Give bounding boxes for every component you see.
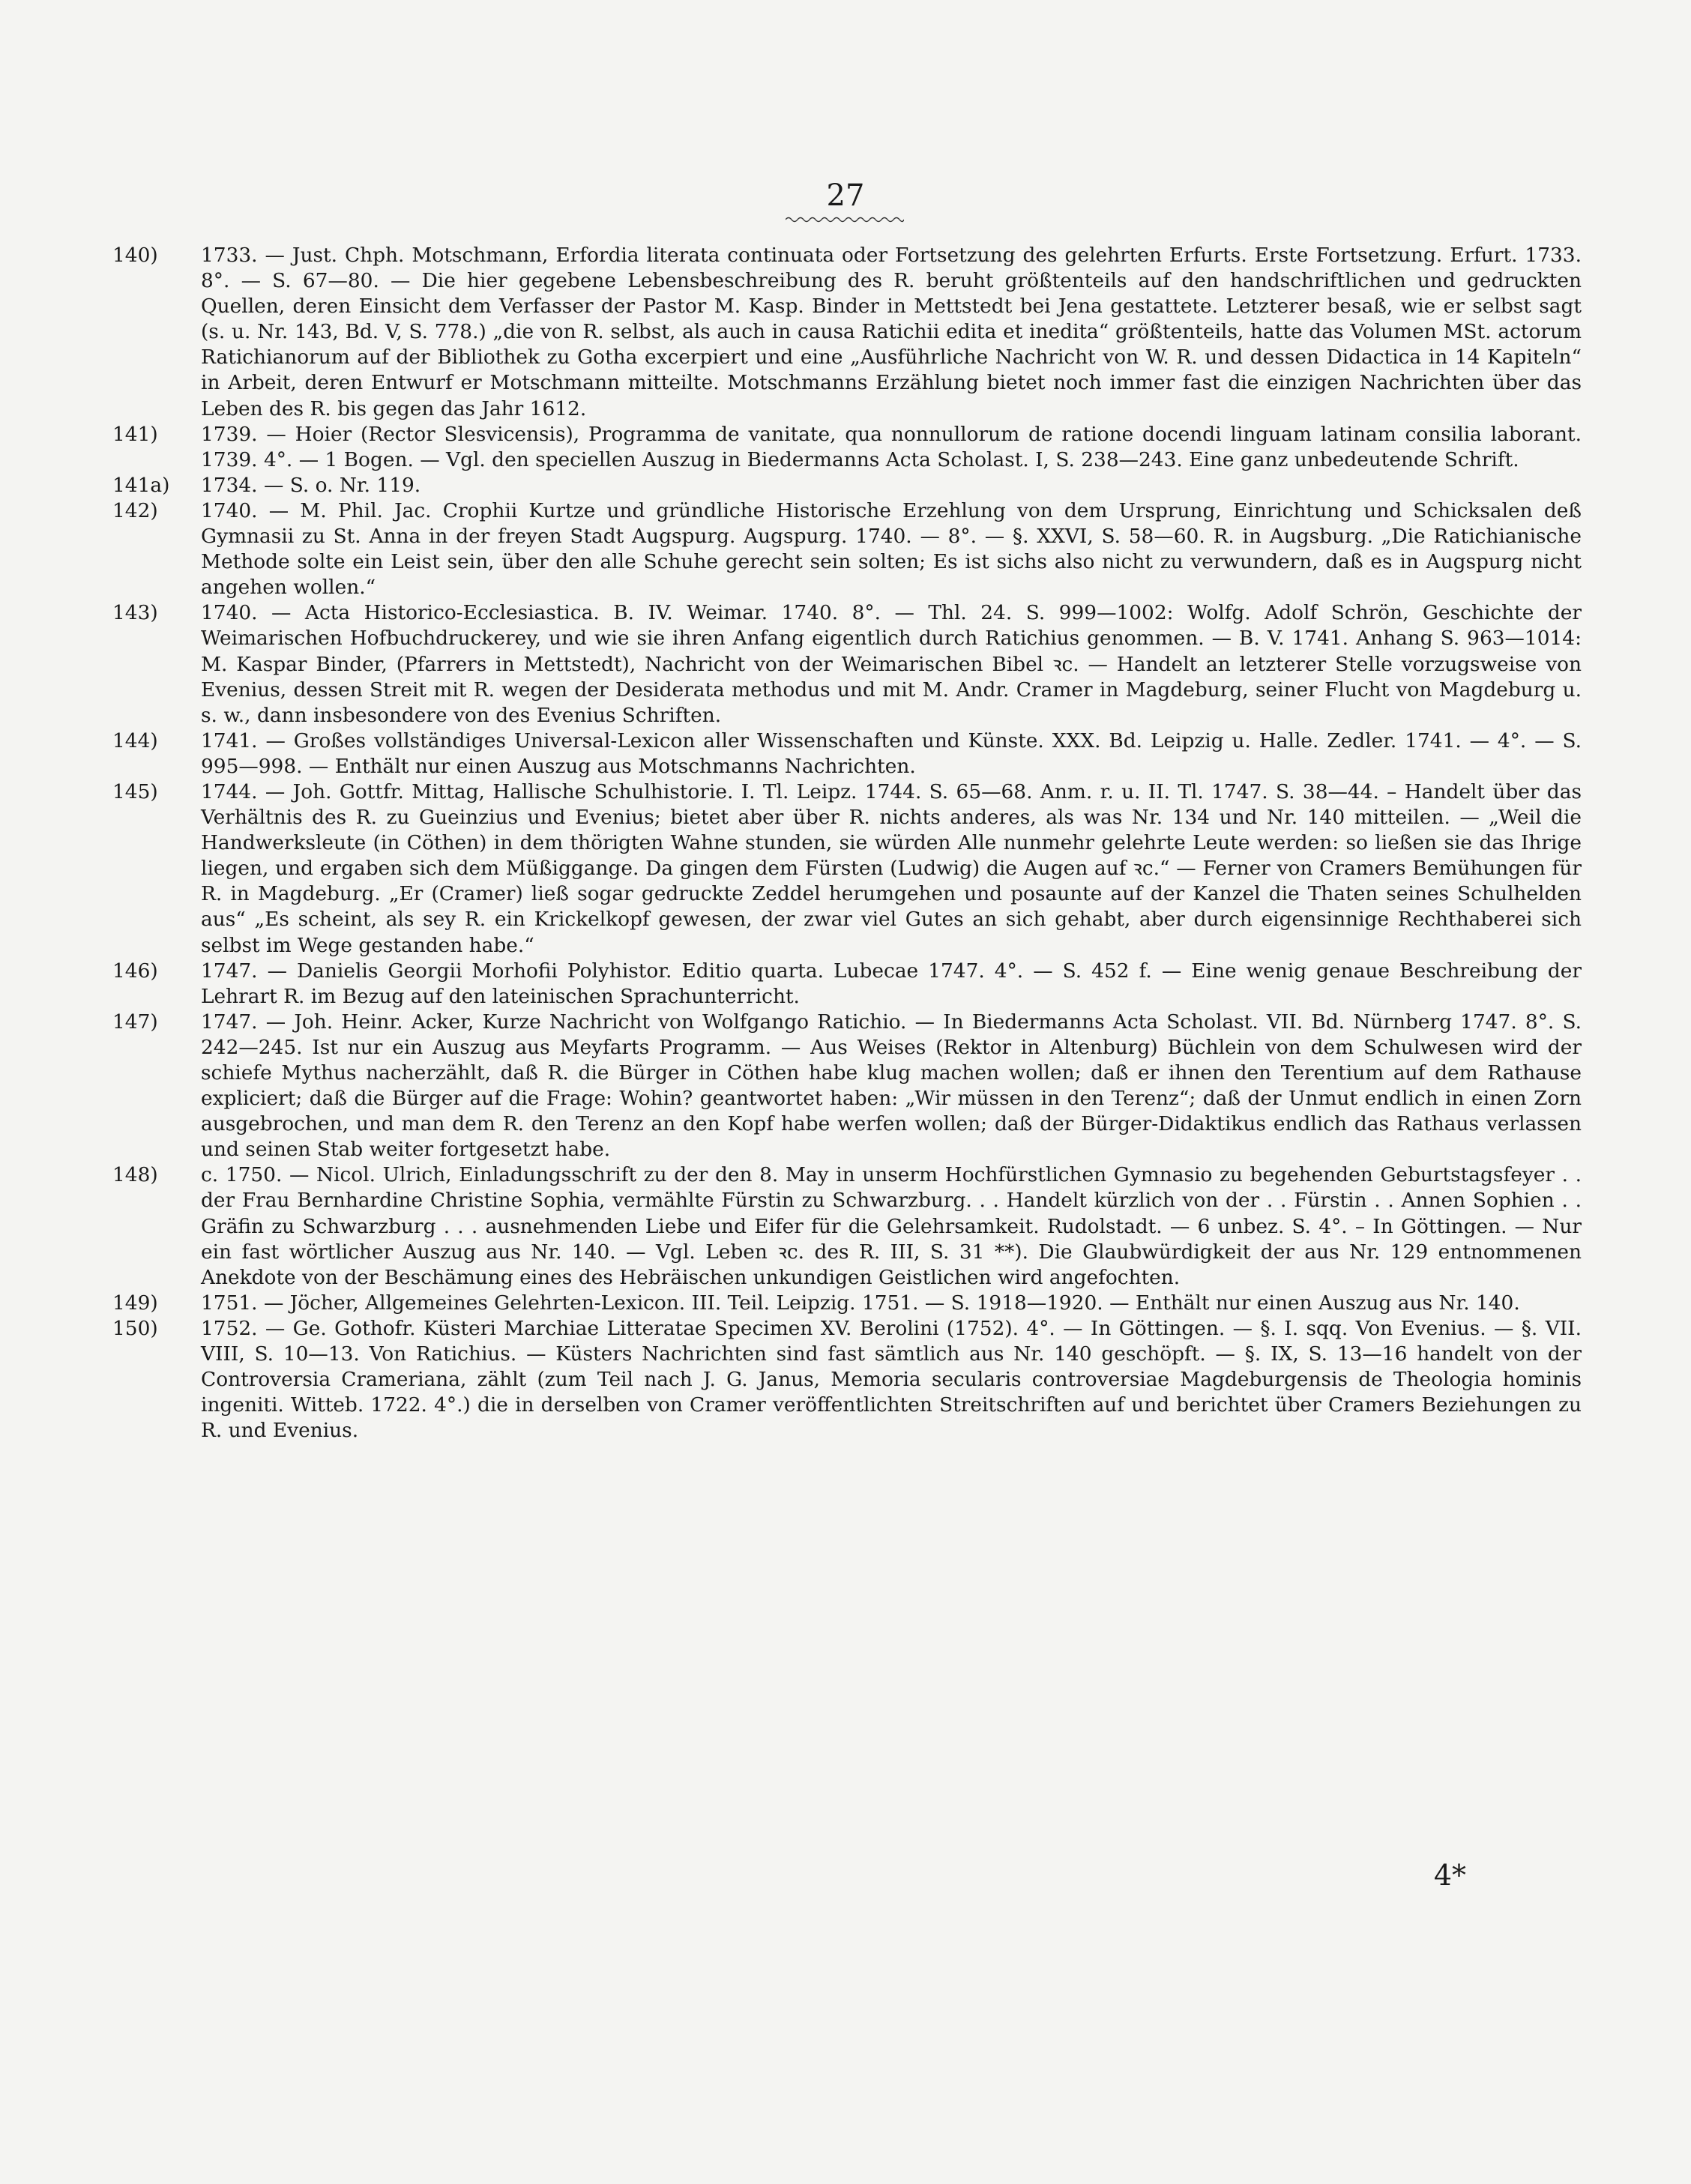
entry-text: 1740. — Acta Historico-Ecclesiastica. B. IV. Weimar. 1740. 8°. — Thl. 24. S. 999—1002: Wolfg. Adolf Schrön, Geschichte der Weimarischen Hofbuchdruckerey, und wie sie ihren Anfang eigentlich durch Ratichius genommen. — B. V. 1741. Anhang S. 963—1014: M. Kaspar Binder, (Pfarrers in Mettstedt), Nachricht von der Weimarischen Bibel ꝛc. — Handelt an letzterer Stelle vorzugsweise von Evenius, dessen Streit mit R. wegen der Desiderata methodus und mit M. Andr. Cramer in Magdeburg, seiner Flucht von Magdeburg u. s. w., dann insbesondere von des Evenius Schriften. (201, 601, 1582, 727)
entry-text: 1752. — Ge. Gothofr. Küsteri Marchiae Litteratae Specimen XV. Berolini (1752). 4°. — In Göttingen. — §. I. sqq. Von Evenius. — §. VII. VIII, S. 10—13. Von Ratichius. — Küsters Nachrichten sind fast sämtlich aus Nr. 140 geschöpft. — §. IX, S. 13—16 handelt von der Controversia Crameriana, zählt (zum Teil nach J. G. Janus, Memoria secularis controversiae Magdeburgensis de Theologia hominis ingeniti. Witteb. 1722. 4°.) die in derselben von Cramer veröffentlichten Streitschriften auf und berichtet über Cramers Beziehungen zu R. und Evenius. (201, 1316, 1582, 1443)
entry-146 (112, 959, 1582, 1010)
entry-150 (112, 1316, 1582, 1444)
entry-text: 1733. — Just. Chph. Motschmann, Erfordia literata continuata oder Fortsetzung des gelehrten Erfurts. Erste Fortsetzung. Erfurt. 1733. 8°. — S. 67—80. — Die hier gegebene Lebensbeschreibung des R. beruht größtenteils auf den handschriftlichen und gedruckten Quellen, deren Einsicht dem Verfasser der Pastor M. Kasp. Binder in Mettstedt bei Jena gestattete. Letzterer besaß, wie er selbst sagt (s. u. Nr. 143, Bd. V, S. 778.) „die von R. selbst, als auch in causa Ratichii edita et inedita“ größtenteils, hatte das Volumen MSt. actorum Ratichianorum auf der Bibliothek zu Gotha excerpiert und eine „Ausführliche Nachricht von W. R. und dessen Didactica in 14 Kapiteln“ in Arbeit, deren Entwurf er Motschmann mitteilte. Motschmanns Erzählung bietet noch immer fast die einzigen Nachrichten über das Leben des R. bis gegen das Jahr 1612. (201, 244, 1582, 420)
entry-text: 1747. — Danielis Georgii Morhofii Polyhistor. Editio quarta. Lubecae 1747. 4°. — S. 452 f. — Eine wenig genaue Beschreibung der Lehrart R. im Bezug auf den lateinischen Sprachunterricht. (201, 959, 1582, 1008)
entry-number: 148) (112, 1163, 158, 1187)
entry-141 (112, 422, 1582, 473)
entry-text: 1751. — Jöcher, Allgemeines Gelehrten-Lexicon. III. Teil. Leipzig. 1751. — S. 1918—1920. — Enthält nur einen Auszug aus Nr. 140. (201, 1291, 1520, 1315)
entry-number: 140) (112, 244, 158, 267)
entry-140 (112, 243, 1582, 422)
entry-number: 143) (112, 601, 158, 625)
entry-number: 144) (112, 728, 158, 752)
entry-149 (112, 1291, 1582, 1316)
entry-141a (112, 473, 1582, 498)
entry-number: 146) (112, 959, 158, 983)
entry-number: 145) (112, 779, 158, 803)
entry-number: 141a) (112, 473, 170, 497)
entry-text: 1741. — Großes vollständiges Universal-Lexicon aller Wissenschaften und Künste. XXX. Bd. Leipzig u. Halle. Zedler. 1741. — 4°. — S. 995—998. — Enthält nur einen Auszug aus Motschmanns Nachrichten. (201, 728, 1582, 778)
entry-147 (112, 1010, 1582, 1163)
bibliography-entries (112, 243, 1582, 1444)
entry-number: 149) (112, 1291, 158, 1315)
entry-145 (112, 779, 1582, 959)
entry-number: 150) (112, 1316, 158, 1340)
entry-text: c. 1750. — Nicol. Ulrich, Einladungsschrift zu der den 8. May in unserm Hochfürstlichen Gymnasio zu begehenden Geburtstagsfeyer . . der Frau Bernhardine Christine Sophia, vermählte Fürstin zu Schwarzburg. . . Handelt kürzlich von der . . Fürstin . . Annen Sophien . . Gräfin zu Schwarzburg . . . ausnehmenden Liebe und Eifer für die Gelehrsamkeit. Rudolstadt. — 6 unbez. S. 4°. – In Göttingen. — Nur ein fast wörtlicher Auszug aus Nr. 140. — Vgl. Leben ꝛc. des R. III, S. 31 **). Die Glaubwürdigkeit der aus Nr. 129 entnommenen Anekdote von der Beschämung eines des Hebräischen unkundigen Geistlichen wird angefochten. (201, 1163, 1582, 1289)
entry-text: 1739. — Hoier (Rector Slesvicensis), Programma de vanitate, qua nonnullorum de ratione docendi linguam latinam consilia laborant. 1739. 4°. — 1 Bogen. — Vgl. den speciellen Auszug in Biedermanns Acta Scholast. I, S. 238—243. Eine ganz unbedeutende Schrift. (201, 422, 1582, 471)
entry-142 (112, 498, 1582, 600)
wavy-rule-ornament (786, 216, 904, 223)
entry-text: 1744. — Joh. Gottfr. Mittag, Hallische Schulhistorie. I. Tl. Leipz. 1744. S. 65—68. Anm. r. u. II. Tl. 1747. S. 38—44. – Handelt über das Verhältnis des R. zu Gueinzius und Evenius; bietet aber über R. nichts anderes, als was Nr. 134 und Nr. 140 mitteilen. — „Weil die Handwerksleute (in Cöthen) in dem thörigten Wahne stunden, sie würden Alle nunmehr gelehrte Leute werden: so ließen sie das Ihrige liegen, und ergaben sich dem Müßiggange. Da gingen dem Fürsten (Ludwig) die Augen auf ꝛc.“ — Ferner von Cramers Bemühungen für R. in Magdeburg. „Er (Cramer) ließ sogar gedruckte Zeddel herumgehen und posaunte auf der Kanzel die Thaten seines Schulhelden aus“ „Es scheint, als sey R. ein Krickelkopf gewesen, der zwar viel Gutes an sich gehabt, aber durch eigensinnige Rechthaberei sich selbst im Wege gestanden habe.“ (201, 779, 1582, 957)
entry-number: 142) (112, 498, 158, 522)
entry-number: 141) (112, 422, 158, 446)
entry-text: 1747. — Joh. Heinr. Acker, Kurze Nachricht von Wolfgango Ratichio. — In Biedermanns Acta Scholast. VII. Bd. Nürnberg 1747. 8°. S. 242—245. Ist nur ein Auszug aus Meyfarts Programm. — Aus Weises (Rektor in Altenburg) Büchlein von dem Schulwesen wird der schiefe Mythus nacherzählt, daß R. die Bürger in Cöthen habe klug machen wollen; daß er ihnen den Terentium auf dem Rathause expliciert; daß die Bürger auf die Frage: Wohin? geantwortet haben: „Wir müssen in den Terenz“; daß der Unmut endlich in einen Zorn ausgebrochen, und man dem R. den Terenz an den Kopf habe werfen wollen; daß der Bürger-Didaktikus endlich das Rathaus verlassen und seinen Stab weiter fortgesetzt habe. (201, 1010, 1582, 1162)
entry-143 (112, 600, 1582, 728)
signature-mark: 4* (1433, 1859, 1466, 1892)
entry-148 (112, 1162, 1582, 1290)
page-number: 27 (826, 178, 865, 213)
entry-144 (112, 728, 1582, 779)
entry-text: 1734. — S. o. Nr. 119. (201, 473, 421, 497)
entry-number: 147) (112, 1010, 158, 1034)
entry-text: 1740. — M. Phil. Jac. Crophii Kurtze und gründliche Historische Erzehlung von dem Ursprung, Einrichtung und Schicksalen deß Gymnasii zu St. Anna in der freyen Stadt Augspurg. Augspurg. 1740. — 8°. — §. XXVI, S. 58—60. R. in Augsburg. „Die Ratichianische Methode solte ein Leist sein, über den alle Schuhe gerecht sein solten; Es ist sichs also nicht zu verwundern, daß es in Augspurg nicht angehen wollen.“ (201, 498, 1582, 600)
